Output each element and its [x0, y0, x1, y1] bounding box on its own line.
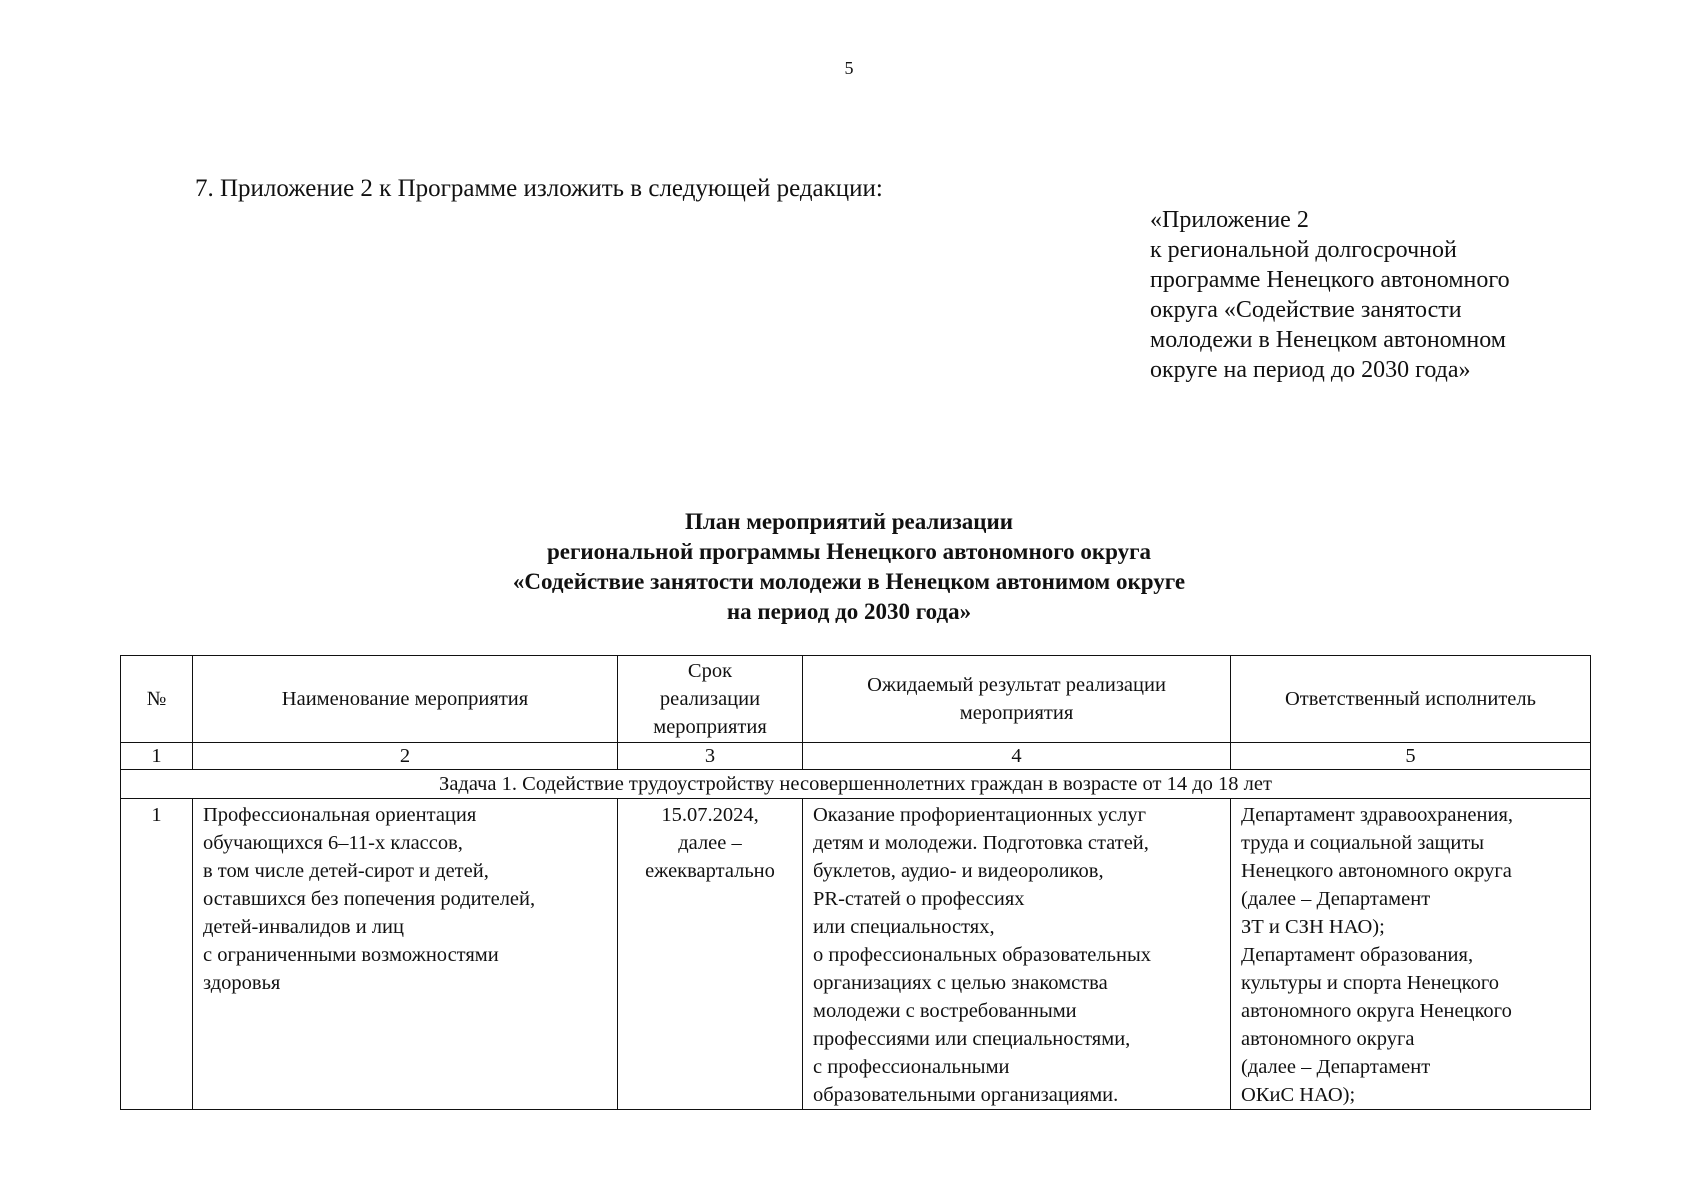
intro-text: 7. Приложение 2 к Программе изложить в следующей редакции: — [195, 175, 883, 202]
table-header-row — [121, 656, 1591, 743]
header-term-line: мероприятия — [653, 716, 767, 738]
row-name-line: с ограниченными возможностями — [203, 944, 499, 966]
row-result-line: буклетов, аудио- и видеороликов, — [813, 860, 1104, 882]
plan-title-line: «Содействие занятости молодежи в Ненецком автонимом округе — [512, 569, 1186, 594]
row-name-line: здоровья — [203, 972, 281, 994]
row-executor-line: Департамент образования, — [1241, 944, 1474, 966]
header-term-line: реализации — [659, 688, 761, 710]
appendix-line: округа «Содействие занятости — [1150, 297, 1462, 323]
row-executor-line: Департамент здравоохранения, — [1241, 804, 1514, 826]
column-number-row — [121, 743, 1591, 770]
row-executor-line: Ненецкого автономного округа — [1241, 860, 1512, 882]
row-executor-line: (далее – Департамент — [1241, 1056, 1431, 1078]
row-executor-line: (далее – Департамент — [1241, 888, 1431, 910]
row-executor-line: культуры и спорта Ненецкого — [1241, 972, 1499, 994]
row-executor-line: ЗТ и СЗН НАО); — [1241, 916, 1385, 938]
row-name-line: обучающихся 6–11-х классов, — [203, 832, 463, 854]
header-term — [618, 656, 803, 743]
row-result-line: молодежи с востребованными — [813, 1000, 1077, 1022]
row-executor — [1231, 799, 1591, 1110]
row-name-line: в том числе детей-сирот и детей, — [203, 860, 489, 882]
header-result — [803, 656, 1231, 743]
row-result-line: профессиями или специальностями, — [813, 1028, 1131, 1050]
plan-table — [120, 655, 1591, 1110]
task-title: Задача 1. Содействие трудоустройству несовершеннолетних граждан в возрасте от 14 до 18 лет — [121, 770, 1591, 799]
row-result-line: с профессиональными — [813, 1056, 1010, 1078]
row-result-line: PR-статей о профессиях — [813, 888, 1025, 910]
plan-title-line: на период до 2030 года» — [726, 599, 972, 624]
row-name-line: детей-инвалидов и лиц — [203, 916, 404, 938]
row-name-line: Профессиональная ориентация — [203, 804, 477, 826]
plan-title-line: План мероприятий реализации — [684, 509, 1014, 534]
column-number: 5 — [1231, 743, 1591, 770]
row-result — [803, 799, 1231, 1110]
row-num: 1 — [121, 799, 193, 1110]
row-term — [618, 799, 803, 1110]
header-result-line: мероприятия — [959, 702, 1074, 724]
task-row — [121, 770, 1591, 799]
row-term-line: ежеквартально — [645, 860, 775, 882]
row-executor-line: автономного округа Ненецкого — [1241, 1000, 1512, 1022]
row-executor-line: автономного округа — [1241, 1028, 1415, 1050]
header-term-line: Срок — [687, 660, 733, 682]
row-name — [193, 799, 618, 1110]
column-number: 3 — [618, 743, 803, 770]
row-executor-line: ОКиС НАО); — [1241, 1084, 1356, 1106]
row-result-line: или специальностях, — [813, 916, 995, 938]
header-result-line: Ожидаемый результат реализации — [867, 674, 1166, 696]
header-executor: Ответственный исполнитель — [1231, 656, 1591, 743]
page-number: 5 — [844, 58, 854, 78]
column-number: 4 — [803, 743, 1231, 770]
row-term-line: далее – — [678, 832, 742, 854]
appendix-line: программе Ненецкого автономного — [1150, 267, 1510, 293]
table-row — [121, 799, 1591, 1110]
header-num: № — [121, 656, 193, 743]
appendix-reference — [1150, 205, 1610, 385]
column-number: 1 — [121, 743, 193, 770]
appendix-line: к региональной долгосрочной — [1150, 237, 1457, 263]
row-result-line: детям и молодежи. Подготовка статей, — [813, 832, 1149, 854]
plan-title — [0, 507, 1698, 627]
column-number: 2 — [193, 743, 618, 770]
plan-title-line: региональной программы Ненецкого автономного округа — [546, 539, 1152, 564]
row-result-line: о профессиональных образовательных — [813, 944, 1151, 966]
appendix-line: округе на период до 2030 года» — [1150, 357, 1471, 383]
row-result-line: Оказание профориентационных услуг — [813, 804, 1147, 826]
row-name-line: оставшихся без попечения родителей, — [203, 888, 536, 910]
row-result-line: образовательными организациями. — [813, 1084, 1119, 1106]
row-term-line: 15.07.2024, — [661, 804, 759, 826]
row-executor-line: труда и социальной защиты — [1241, 832, 1485, 854]
appendix-line: «Приложение 2 — [1150, 207, 1309, 233]
row-result-line: организациях с целью знакомства — [813, 972, 1108, 994]
appendix-line: молодежи в Ненецком автономном — [1150, 327, 1506, 353]
header-name: Наименование мероприятия — [193, 656, 618, 743]
